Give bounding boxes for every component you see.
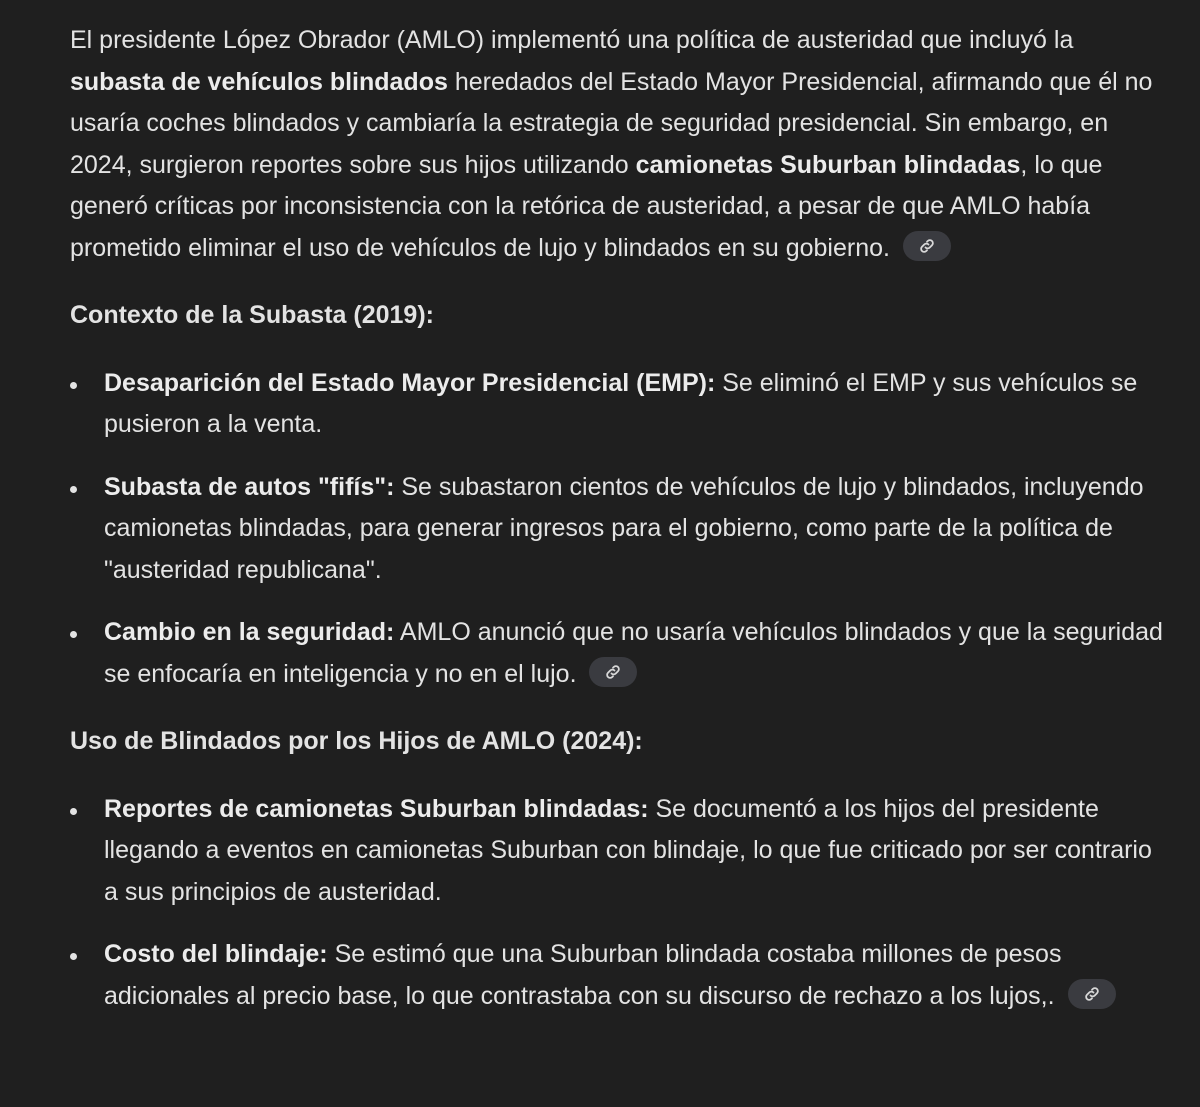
list-item: Cambio en la seguridad: AMLO anunció que no usaría vehículos blindados y que la seguridad se enfocaría en inteligencia y no en el lujo.: [70, 612, 1170, 695]
section-list-hijos: [70, 789, 1170, 1018]
intro-bold-1: subasta de vehículos blindados: [70, 67, 448, 96]
link-icon: [918, 237, 936, 255]
list-item: Reportes de camionetas Suburban blindadas: Se documentó a los hijos del presidente llegando a eventos en camionetas Suburban con blindaje, lo que fue criticado por ser contrario a sus principios de austeridad.: [70, 789, 1170, 914]
link-icon: [604, 663, 622, 681]
intro-bold-2: camionetas Suburban blindadas: [635, 150, 1021, 179]
section-list-subasta: [70, 363, 1170, 696]
source-link-button[interactable]: [1068, 979, 1116, 1009]
source-link-button[interactable]: [903, 231, 951, 261]
section-heading-subasta: Contexto de la Subasta (2019):: [70, 301, 434, 329]
list-item: Costo del blindaje: Se estimó que una Suburban blindada costaba millones de pesos adicionales al precio base, lo que contrastaba con su discurso de rechazo a los lujos,.: [70, 934, 1170, 1017]
intro-paragraph: El presidente López Obrador (AMLO) implementó una política de austeridad que incluyó la subasta de vehículos blindados heredados del Estado Mayor Presidencial, afirmando que él no usaría coches blindados y cambiaría la estrategia de seguridad presidencial. Sin embargo, en 2024, surgieron reportes sobre sus hijos utilizando camionetas Suburban blindadas, lo que generó críticas por inconsistencia con la retórica de austeridad, a pesar de que AMLO había prometido eliminar el uso de vehículos de lujo y blindados en su gobierno.: [70, 26, 1153, 262]
response-content: [70, 20, 1170, 1038]
source-link-button[interactable]: [589, 657, 637, 687]
section-heading-hijos: Uso de Blindados por los Hijos de AMLO (2024):: [70, 727, 643, 755]
link-icon: [1083, 985, 1101, 1003]
list-item: Subasta de autos "fifís": Se subastaron cientos de vehículos de lujo y blindados, incluyendo camionetas blindadas, para generar ingresos para el gobierno, como parte de la política de "austeridad republicana".: [70, 467, 1170, 592]
list-item: Desaparición del Estado Mayor Presidencial (EMP): Se eliminó el EMP y sus vehículos se pusieron a la venta.: [70, 363, 1170, 446]
